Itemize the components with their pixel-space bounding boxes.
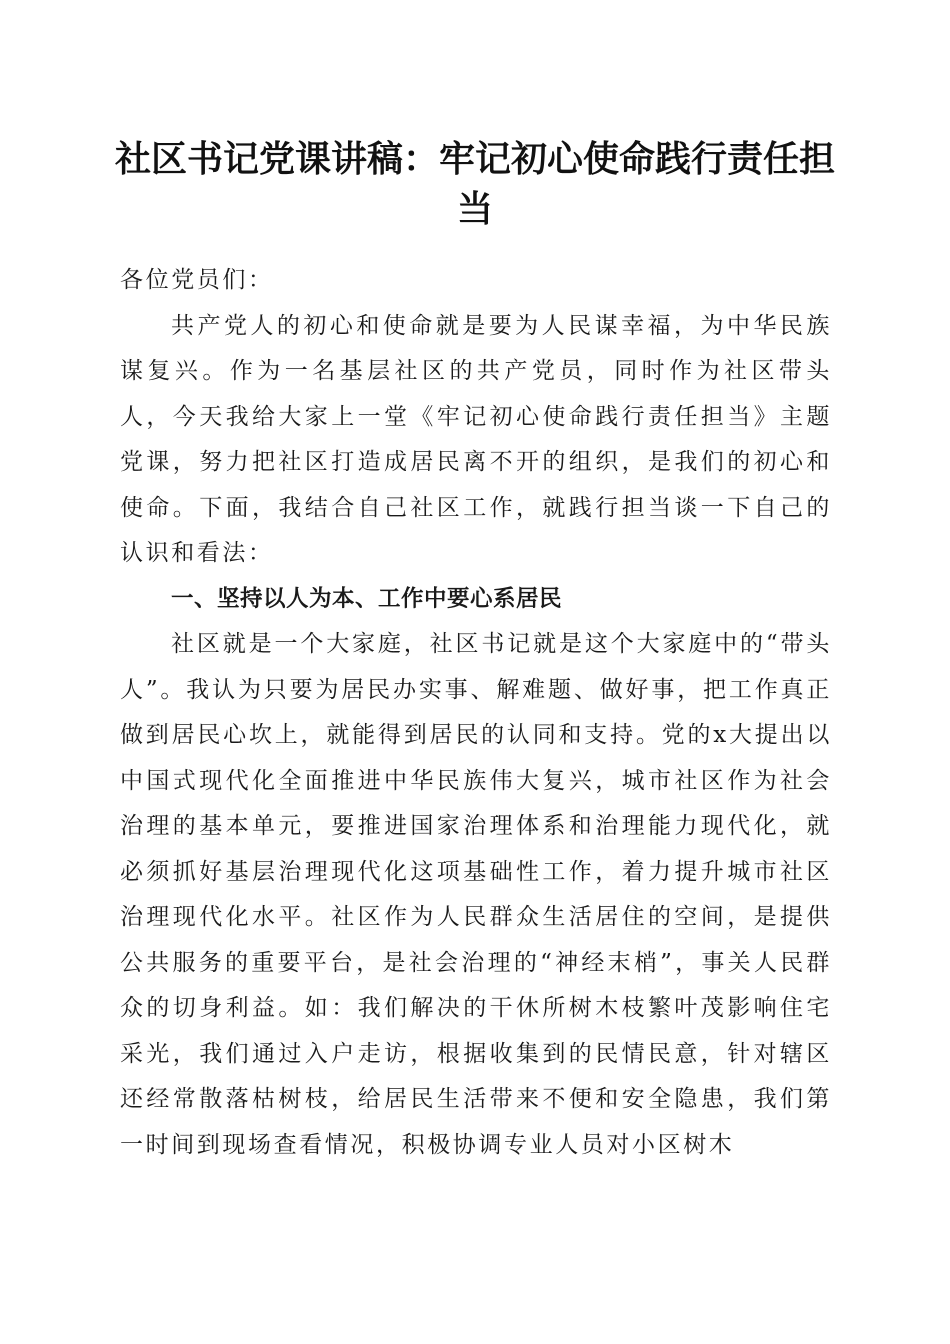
document-body <box>120 258 832 1168</box>
section-heading-1: 一、坚持以人为本、工作中要心系居民 <box>171 585 563 612</box>
intro-paragraph: 共产党人的初心和使命就是要为人民谋幸福，为中华民族谋复兴。作为一名基层社区的共产党员，同时作为社区带头人，今天我给大家上一堂《牢记初心使命践行责任担当》主题党课，努力把社区打造成居民离不开的组织，是我们的初心和使命。下面，我结合自己社区工作，就践行担当谈一下自己的认识和看法： <box>120 312 832 566</box>
salutation: 各位党员们： <box>120 267 274 293</box>
section-paragraph-1: 社区就是一个大家庭，社区书记就是这个大家庭中的“带头人”。我认为只要为居民办实事、解难题、做好事，把工作真正做到居民心坎上，就能得到居民的认同和支持。党的x大提出以中国式现代化全面推进中华民族伟大复兴，城市社区作为社会治理的基本单元，要推进国家治理体系和治理能力现代化，就必须抓好基层治理现代化这项基础性工作，着力提升城市社区治理现代化水平。社区作为人民群众生活居住的空间，是提供公共服务的重要平台，是社会治理的“神经末梢”，事关人民群众的切身利益。如：我们解决的干休所树木枝繁叶茂影响住宅采光，我们通过入户走访，根据收集到的民情民意，针对辖区还经常散落枯树枝，给居民生活带来不便和安全隐患，我们第一时间到现场查看情况，积极协调专业人员对小区树木 <box>120 631 832 1158</box>
document-title: 社区书记党课讲稿：牢记初心使命践行责任担当 <box>114 138 835 230</box>
